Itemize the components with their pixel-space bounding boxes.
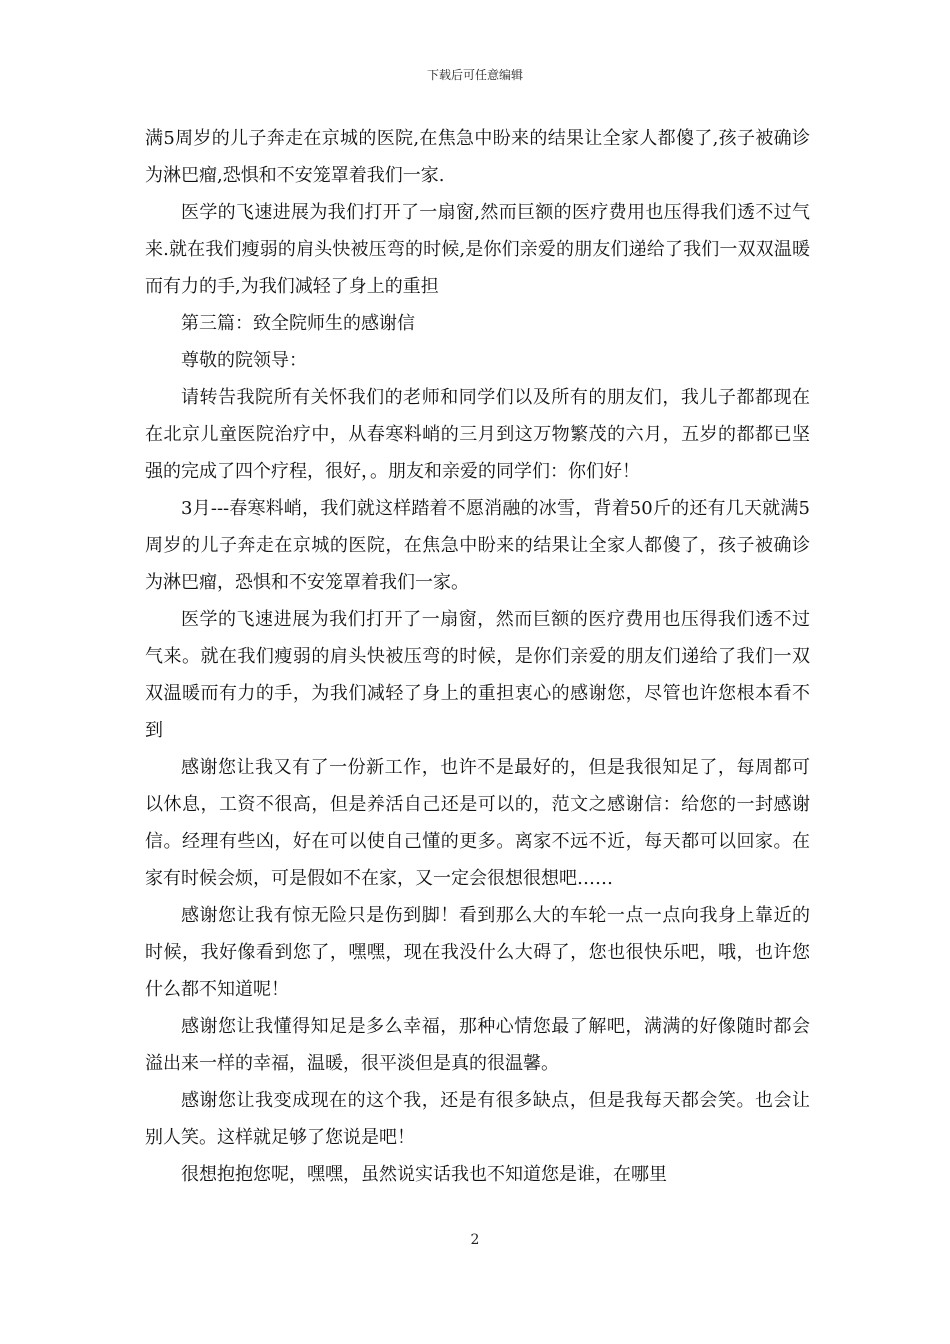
paragraph-1: 满5周岁的儿子奔走在京城的医院,在焦急中盼来的结果让全家人都傻了,孩子被确诊为淋巴瘤,恐惧和不安笼罩着我们一家. xyxy=(145,128,810,186)
paragraph-7: 医学的飞速进展为我们打开了一扇窗，然而巨额的医疗费用也压得我们透不过气来。就在我们瘦弱的肩头快被压弯的时候，是你们亲爱的朋友们递给了我们一双双温暖而有力的手，为我们减轻了身上的重担衷心的感谢您，尽管也许您根本看不到 xyxy=(145,609,810,741)
paragraph-8: 感谢您让我又有了一份新工作，也许不是最好的，但是我很知足了，每周都可以休息，工资不很高，但是养活自己还是可以的，范文之感谢信：给您的一封感谢信。经理有些凶，好在可以使自己懂的更多。离家不远不近，每天都可以回家。在家有时候会烦，可是假如不在家，又一定会很想很想吧…… xyxy=(145,757,810,889)
section-heading: 第三篇：致全院师生的感谢信 xyxy=(181,313,415,334)
document-body xyxy=(145,120,810,1193)
paragraph-2: 医学的飞速进展为我们打开了一扇窗,然而巨额的医疗费用也压得我们透不过气来.就在我们瘦弱的肩头快被压弯的时候,是你们亲爱的朋友们递给了我们一双双温暖而有力的手,为我们减轻了身上的重担 xyxy=(145,202,810,297)
paragraph-5: 请转告我院所有关怀我们的老师和同学们以及所有的朋友们，我儿子都都现在在北京儿童医院治疗中，从春寒料峭的三月到这万物繁茂的六月，五岁的都都已坚强的完成了四个疗程，很好，。朋友和亲爱的同学们：你们好！ xyxy=(145,387,810,482)
page-number: 2 xyxy=(470,1232,480,1248)
paragraph-6: 3月---春寒料峭，我们就这样踏着不愿消融的冰雪，背着50斤的还有几天就满5周岁的儿子奔走在京城的医院，在焦急中盼来的结果让全家人都傻了，孩子被确诊为淋巴瘤，恐惧和不安笼罩着我们一家。 xyxy=(145,498,810,593)
paragraph-12: 很想抱抱您呢，嘿嘿，虽然说实话我也不知道您是谁，在哪里 xyxy=(181,1164,667,1185)
page-header: 下载后可任意编辑 xyxy=(426,68,523,82)
salutation: 尊敬的院领导： xyxy=(181,350,307,371)
paragraph-11: 感谢您让我变成现在的这个我，还是有很多缺点，但是我每天都会笑。也会让别人笑。这样就足够了您说是吧！ xyxy=(145,1090,810,1148)
paragraph-10: 感谢您让我懂得知足是多么幸福，那种心情您最了解吧，满满的好像随时都会溢出来一样的幸福，温暖，很平淡但是真的很温馨。 xyxy=(145,1016,810,1074)
paragraph-9: 感谢您让我有惊无险只是伤到脚！看到那么大的车轮一点一点向我身上靠近的时候，我好像看到您了，嘿嘿，现在我没什么大碍了，您也很快乐吧，哦，也许您什么都不知道呢！ xyxy=(145,905,810,1000)
